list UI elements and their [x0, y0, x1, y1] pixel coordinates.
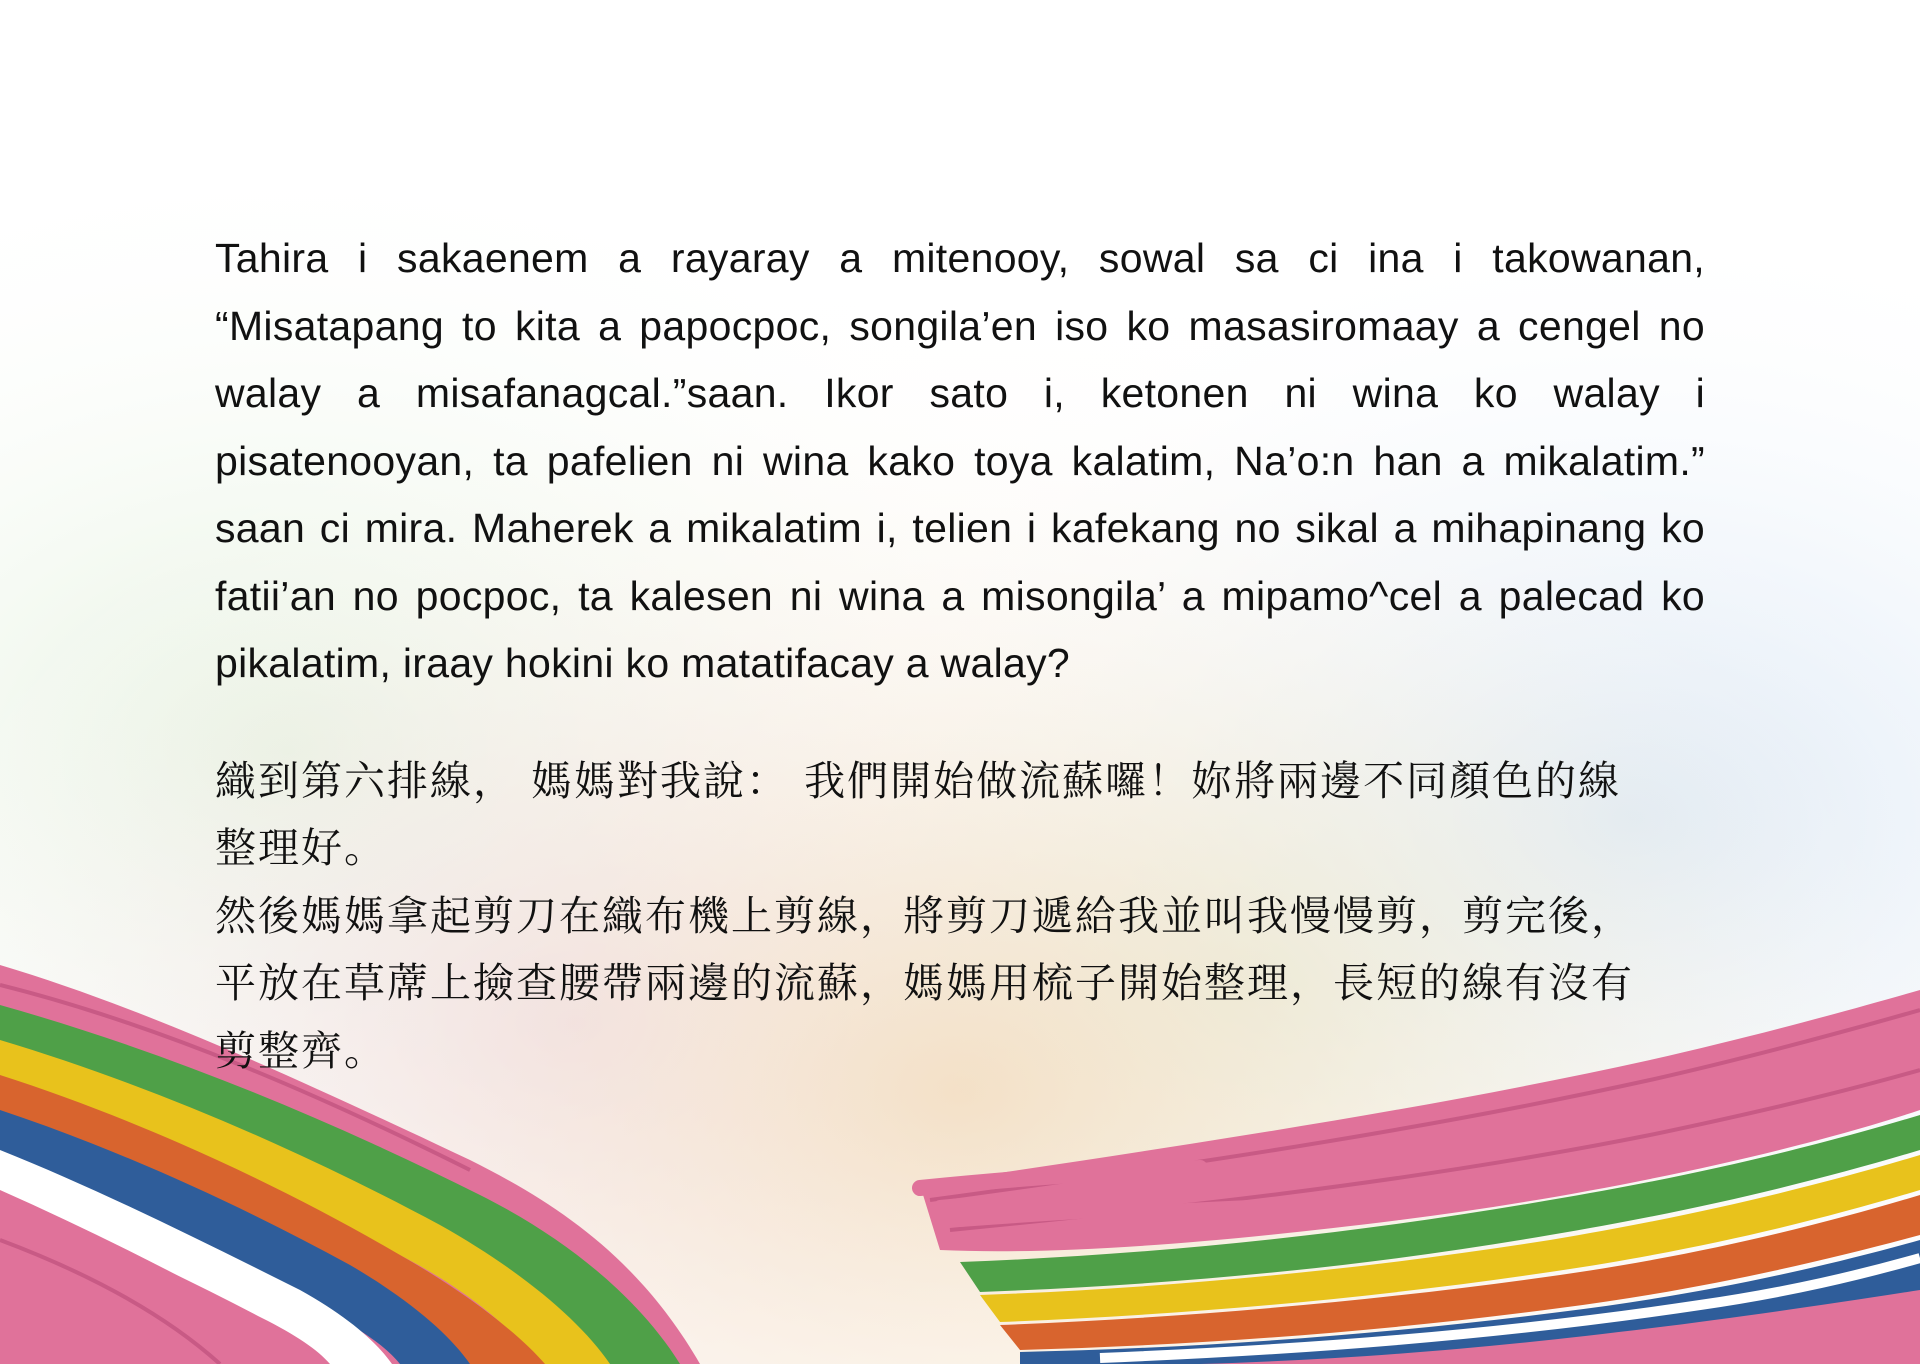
story-text-block [215, 225, 1705, 1085]
amis-paragraph: Tahira i sakaenem a rayaray a mitenooy, sowal sa ci ina i takowanan, “Misatapang to kita a papocpoc, songila’en iso ko masasiromaay a cengel no walay a misafanagcal.”saan. Ikor sato i, ketonen ni wina ko walay i pisatenooyan, ta pafelien ni wina kako toya kalatim, Na’o:n han a mikalatim.” saan ci mira. Maherek a mikalatim i, telien i kafekang no sikal a mihapinang ko fatii’an no pocpoc, ta kalesen ni wina a misongila’ a mipamo^cel a palecad ko pikalatim, iraay hokini ko matatifacay a walay? [215, 235, 1705, 686]
chinese-paragraph-2: 然後媽媽拿起剪刀在織布機上剪線，將剪刀遞給我並叫我慢慢剪，剪完後， 平放在草蓆上撿查腰帶兩邊的流蘇，媽媽用梳子開始整理，長短的線有沒有 剪整齊。 [215, 891, 1634, 1075]
chinese-text-block [215, 748, 1705, 1086]
chinese-paragraph-1: 織到第六排線， 媽媽對我說： 我們開始做流蘇囉！妳將兩邊不同顏色的線 整理好。 [215, 756, 1622, 872]
